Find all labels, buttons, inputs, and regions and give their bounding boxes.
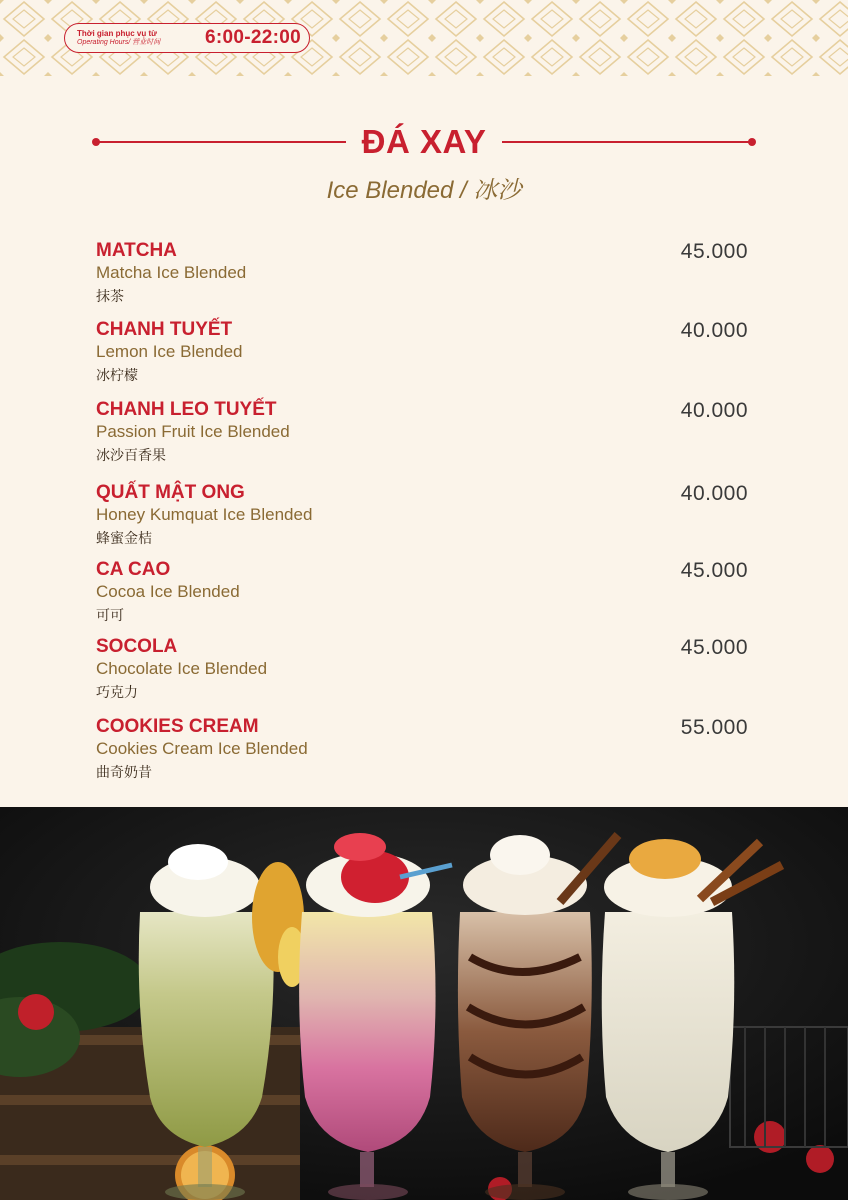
- item-chinese-name: 抹茶: [96, 288, 124, 304]
- menu-item: [96, 319, 752, 386]
- item-name: CA CAO: [96, 559, 171, 580]
- item-price: 40.000: [680, 319, 748, 342]
- menu-item: [96, 240, 752, 307]
- item-chinese-name: 蜂蜜金桔: [96, 530, 152, 546]
- item-name: SOCOLA: [96, 636, 178, 657]
- item-name: CHANH LEO TUYẾT: [96, 399, 277, 420]
- item-name: MATCHA: [96, 240, 177, 261]
- menu-item: [96, 399, 752, 466]
- menu-item: [96, 716, 752, 783]
- hours-value: 6:00-22:00: [205, 27, 301, 48]
- item-price: 55.000: [680, 716, 748, 739]
- menu-item: [96, 559, 752, 626]
- title-divider-left: [96, 141, 346, 143]
- menu-item: [96, 636, 752, 703]
- title-divider-right: [502, 141, 752, 143]
- item-english-name: Honey Kumquat Ice Blended: [96, 505, 313, 524]
- section-subtitle: Ice Blended / 冰沙: [326, 177, 522, 204]
- item-chinese-name: 巧克力: [96, 684, 138, 700]
- item-english-name: Cookies Cream Ice Blended: [96, 739, 308, 758]
- item-english-name: Passion Fruit Ice Blended: [96, 422, 290, 441]
- hours-label-en: Operating Hours/ 营业时间: [77, 38, 161, 46]
- item-price: 45.000: [680, 559, 748, 582]
- item-english-name: Matcha Ice Blended: [96, 263, 247, 282]
- item-name: QUẤT MẬT ONG: [96, 482, 245, 503]
- operating-hours-badge: [64, 23, 310, 53]
- item-english-name: Chocolate Ice Blended: [96, 659, 268, 678]
- item-price: 40.000: [680, 482, 748, 505]
- section-title: ĐÁ XAY: [361, 123, 487, 160]
- item-chinese-name: 曲奇奶昔: [96, 764, 152, 780]
- drinks-photo: [0, 807, 848, 1200]
- item-chinese-name: 可可: [96, 607, 124, 623]
- section-title-row: [96, 120, 752, 164]
- item-english-name: Lemon Ice Blended: [96, 342, 243, 361]
- item-chinese-name: 冰沙百香果: [96, 447, 166, 463]
- item-english-name: Cocoa Ice Blended: [96, 582, 240, 601]
- item-price: 40.000: [680, 399, 748, 422]
- item-name: COOKIES CREAM: [96, 716, 259, 737]
- item-price: 45.000: [680, 636, 748, 659]
- hours-label-vi: Thời gian phục vụ từ: [77, 29, 157, 39]
- item-price: 45.000: [680, 240, 748, 263]
- item-chinese-name: 冰柠檬: [96, 367, 138, 383]
- item-name: CHANH TUYẾT: [96, 319, 233, 340]
- menu-item: [96, 482, 752, 549]
